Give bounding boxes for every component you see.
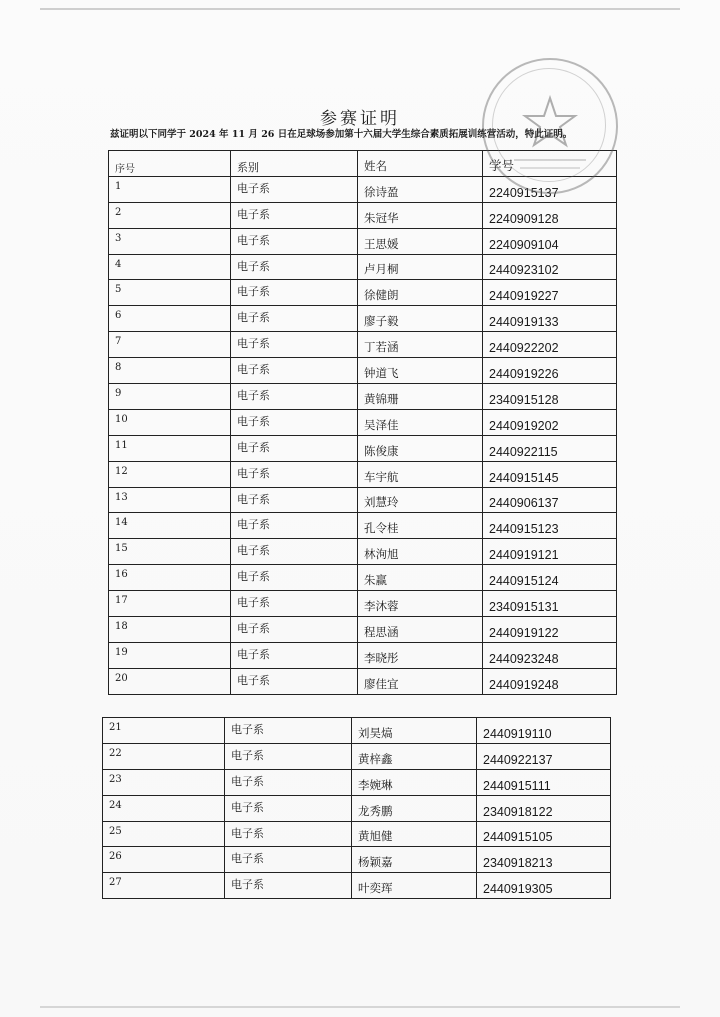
row-student-id: 2440915105 bbox=[477, 821, 611, 847]
row-number: 16 bbox=[109, 565, 231, 591]
header-department: 系别 bbox=[231, 151, 358, 177]
table-row bbox=[109, 409, 617, 435]
row-department: 电子系 bbox=[231, 280, 358, 306]
row-name: 王思媛 bbox=[358, 228, 483, 254]
row-student-id: 2440919110 bbox=[477, 718, 611, 744]
row-number: 6 bbox=[109, 306, 231, 332]
row-student-id: 2440919226 bbox=[483, 358, 617, 384]
document-title: 参赛证明 bbox=[320, 109, 400, 129]
row-student-id: 2240909128 bbox=[483, 202, 617, 228]
scan-edge bbox=[40, 8, 680, 10]
table-row bbox=[103, 743, 611, 769]
row-name: 杨颖嘉 bbox=[352, 847, 477, 873]
table-row bbox=[103, 873, 611, 899]
row-department: 电子系 bbox=[231, 202, 358, 228]
row-number: 11 bbox=[109, 435, 231, 461]
row-name: 黄锦珊 bbox=[358, 384, 483, 410]
row-department: 电子系 bbox=[231, 513, 358, 539]
header-no: 序号 bbox=[109, 151, 231, 177]
scan-edge bbox=[40, 1006, 680, 1008]
row-number: 12 bbox=[109, 461, 231, 487]
row-name: 徐健朗 bbox=[358, 280, 483, 306]
participants-table-upper bbox=[108, 150, 616, 695]
row-student-id: 2440919202 bbox=[483, 409, 617, 435]
row-student-id: 2440915145 bbox=[483, 461, 617, 487]
seal-star-icon bbox=[484, 60, 616, 192]
table-row bbox=[103, 718, 611, 744]
row-number: 19 bbox=[109, 642, 231, 668]
row-number: 22 bbox=[103, 743, 225, 769]
row-student-id: 2440906137 bbox=[483, 487, 617, 513]
table-row bbox=[109, 358, 617, 384]
row-name: 刘昊熇 bbox=[352, 718, 477, 744]
table-row bbox=[103, 769, 611, 795]
row-student-id: 2440915123 bbox=[483, 513, 617, 539]
row-name: 朱赢 bbox=[358, 565, 483, 591]
row-name: 朱冠华 bbox=[358, 202, 483, 228]
row-department: 电子系 bbox=[225, 743, 352, 769]
table-row bbox=[109, 565, 617, 591]
row-student-id: 2440922137 bbox=[477, 743, 611, 769]
row-number: 13 bbox=[109, 487, 231, 513]
row-student-id: 2340918213 bbox=[477, 847, 611, 873]
row-number: 4 bbox=[109, 254, 231, 280]
row-number: 27 bbox=[103, 873, 225, 899]
row-number: 20 bbox=[109, 668, 231, 694]
row-name: 吴泽佳 bbox=[358, 409, 483, 435]
row-name: 丁若涵 bbox=[358, 332, 483, 358]
row-student-id: 2440922115 bbox=[483, 435, 617, 461]
row-department: 电子系 bbox=[231, 668, 358, 694]
row-student-id: 2340915131 bbox=[483, 591, 617, 617]
row-student-id: 2440923102 bbox=[483, 254, 617, 280]
official-seal-icon bbox=[482, 58, 618, 194]
row-department: 电子系 bbox=[225, 795, 352, 821]
row-name: 黄梓鑫 bbox=[352, 743, 477, 769]
row-name: 程思涵 bbox=[358, 617, 483, 643]
row-department: 电子系 bbox=[231, 591, 358, 617]
table-row bbox=[109, 435, 617, 461]
table-row bbox=[109, 668, 617, 694]
row-department: 电子系 bbox=[225, 873, 352, 899]
table-row bbox=[109, 306, 617, 332]
participants-table-lower bbox=[102, 717, 608, 899]
row-number: 7 bbox=[109, 332, 231, 358]
row-student-id: 2240909104 bbox=[483, 228, 617, 254]
table-row bbox=[109, 228, 617, 254]
row-department: 电子系 bbox=[231, 384, 358, 410]
row-department: 电子系 bbox=[225, 718, 352, 744]
row-number: 14 bbox=[109, 513, 231, 539]
table-row bbox=[109, 461, 617, 487]
row-student-id: 2240915137 bbox=[483, 176, 617, 202]
row-number: 3 bbox=[109, 228, 231, 254]
row-name: 龙秀鹏 bbox=[352, 795, 477, 821]
row-student-id: 2340918122 bbox=[477, 795, 611, 821]
row-number: 21 bbox=[103, 718, 225, 744]
table-row bbox=[109, 487, 617, 513]
row-number: 2 bbox=[109, 202, 231, 228]
row-name: 徐诗盈 bbox=[358, 176, 483, 202]
certification-statement: 兹证明以下同学于 2024 年 11 月 26 日在足球场参加第十六届大学生综合素质拓展训练营活动，特此证明。 bbox=[110, 129, 573, 140]
table-row bbox=[109, 617, 617, 643]
table-row bbox=[109, 202, 617, 228]
row-department: 电子系 bbox=[231, 642, 358, 668]
row-department: 电子系 bbox=[231, 617, 358, 643]
row-department: 电子系 bbox=[225, 821, 352, 847]
table-row bbox=[109, 332, 617, 358]
table-row bbox=[103, 821, 611, 847]
row-number: 10 bbox=[109, 409, 231, 435]
row-student-id: 2440919248 bbox=[483, 668, 617, 694]
row-department: 电子系 bbox=[231, 358, 358, 384]
row-name: 叶奕珲 bbox=[352, 873, 477, 899]
row-department: 电子系 bbox=[231, 435, 358, 461]
row-student-id: 2440919133 bbox=[483, 306, 617, 332]
table-row bbox=[109, 539, 617, 565]
row-student-id: 2440919122 bbox=[483, 617, 617, 643]
row-department: 电子系 bbox=[231, 487, 358, 513]
table-row bbox=[109, 280, 617, 306]
row-name: 卢月桐 bbox=[358, 254, 483, 280]
row-name: 车宇航 bbox=[358, 461, 483, 487]
row-department: 电子系 bbox=[231, 176, 358, 202]
row-department: 电子系 bbox=[225, 847, 352, 873]
row-name: 林洵旭 bbox=[358, 539, 483, 565]
row-student-id: 2440919305 bbox=[477, 873, 611, 899]
row-number: 25 bbox=[103, 821, 225, 847]
row-student-id: 2440915111 bbox=[477, 769, 611, 795]
row-department: 电子系 bbox=[231, 332, 358, 358]
row-name: 钟道飞 bbox=[358, 358, 483, 384]
row-number: 15 bbox=[109, 539, 231, 565]
row-department: 电子系 bbox=[231, 565, 358, 591]
row-student-id: 2440922202 bbox=[483, 332, 617, 358]
row-department: 电子系 bbox=[225, 769, 352, 795]
table-row bbox=[109, 254, 617, 280]
row-department: 电子系 bbox=[231, 409, 358, 435]
row-department: 电子系 bbox=[231, 228, 358, 254]
row-student-id: 2340915128 bbox=[483, 384, 617, 410]
row-number: 8 bbox=[109, 358, 231, 384]
row-number: 24 bbox=[103, 795, 225, 821]
row-name: 孔令桂 bbox=[358, 513, 483, 539]
table-row bbox=[103, 847, 611, 873]
row-name: 廖子毅 bbox=[358, 306, 483, 332]
row-department: 电子系 bbox=[231, 539, 358, 565]
row-name: 廖佳宜 bbox=[358, 668, 483, 694]
row-name: 李婉琳 bbox=[352, 769, 477, 795]
row-name: 刘慧玲 bbox=[358, 487, 483, 513]
header-name: 姓名 bbox=[358, 151, 483, 177]
row-number: 5 bbox=[109, 280, 231, 306]
table-row bbox=[109, 591, 617, 617]
row-name: 陈俊康 bbox=[358, 435, 483, 461]
row-number: 23 bbox=[103, 769, 225, 795]
row-number: 26 bbox=[103, 847, 225, 873]
row-number: 18 bbox=[109, 617, 231, 643]
table-row bbox=[103, 795, 611, 821]
row-student-id: 2440919121 bbox=[483, 539, 617, 565]
table-row bbox=[109, 513, 617, 539]
row-name: 李沐蓉 bbox=[358, 591, 483, 617]
row-name: 李晓彤 bbox=[358, 642, 483, 668]
row-number: 17 bbox=[109, 591, 231, 617]
row-number: 9 bbox=[109, 384, 231, 410]
row-student-id: 2440919227 bbox=[483, 280, 617, 306]
row-department: 电子系 bbox=[231, 461, 358, 487]
header-student-id: 学号 bbox=[483, 151, 617, 177]
row-student-id: 2440923248 bbox=[483, 642, 617, 668]
row-number: 1 bbox=[109, 176, 231, 202]
row-department: 电子系 bbox=[231, 306, 358, 332]
row-name: 黄旭健 bbox=[352, 821, 477, 847]
row-student-id: 2440915124 bbox=[483, 565, 617, 591]
table-row bbox=[109, 384, 617, 410]
row-department: 电子系 bbox=[231, 254, 358, 280]
table-row bbox=[109, 642, 617, 668]
